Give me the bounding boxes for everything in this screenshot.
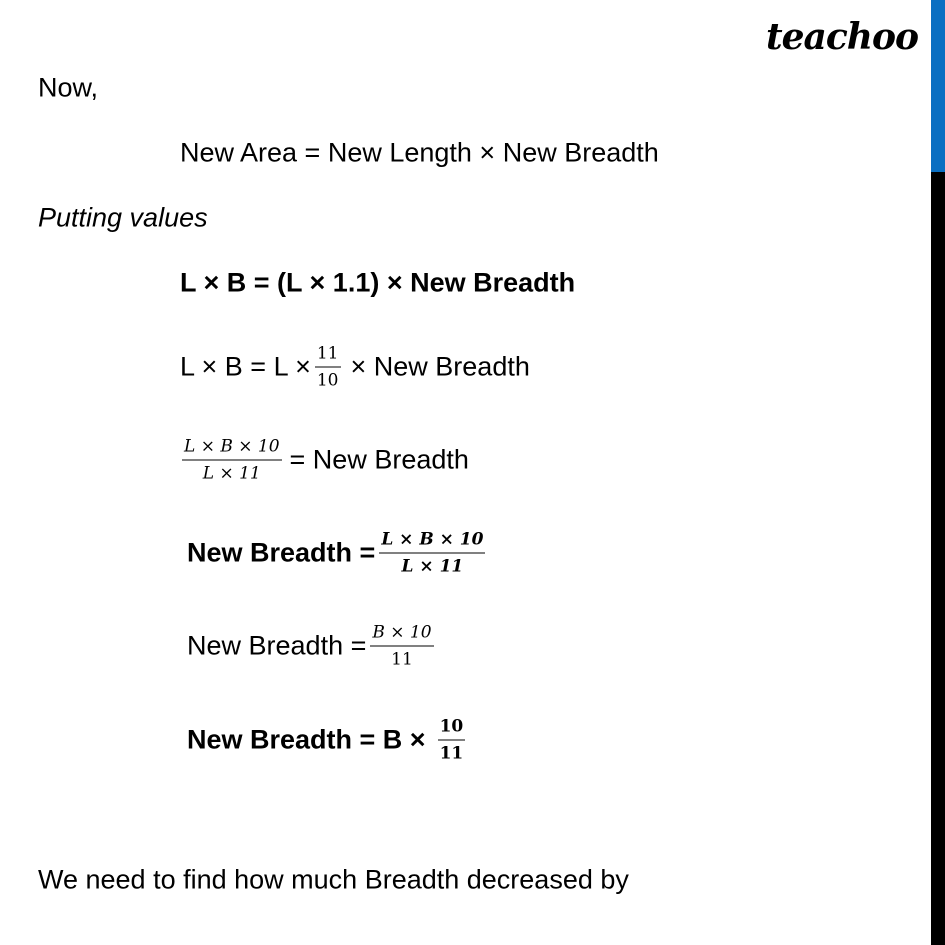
fraction-11-10 <box>315 344 341 391</box>
equation-step-3 <box>178 437 469 484</box>
equation-step-4 <box>187 530 489 577</box>
numerator: 11 <box>315 344 341 368</box>
step3-right: = New Breadth <box>289 444 469 475</box>
fraction-10-11 <box>438 717 466 764</box>
denominator: 11 <box>439 743 464 764</box>
fraction-bold-lb10-l11 <box>379 530 485 577</box>
accent-bar-blue <box>931 0 945 172</box>
equation-step-2 <box>180 344 530 391</box>
denominator: L × 11 <box>401 556 464 577</box>
conclusion-text: We need to find how much Breadth decreased by <box>38 864 629 895</box>
numerator: 10 <box>438 717 466 741</box>
numerator: B × 10 <box>370 623 433 647</box>
step6-left: New Breadth = B × <box>187 724 426 755</box>
step2-left: L × B = L × <box>180 351 311 382</box>
fraction-lb10-l11 <box>182 437 282 484</box>
step5-left: New Breadth = <box>187 630 367 661</box>
step2-right: × New Breadth <box>350 351 530 382</box>
accent-bar-black <box>931 172 945 945</box>
fraction-b10-11 <box>370 623 433 670</box>
numerator: L × B × 10 <box>182 437 282 461</box>
denominator: L × 11 <box>202 463 261 484</box>
numerator: L × B × 10 <box>379 530 485 554</box>
equation-step-6 <box>187 717 469 764</box>
denominator: 11 <box>391 649 413 670</box>
equation-step-1: L × B = (L × 1.1) × New Breadth <box>180 267 576 298</box>
now-text: Now, <box>38 72 99 103</box>
step4-left: New Breadth = <box>187 537 376 568</box>
area-formula: New Area = New Length × New Breadth <box>180 137 659 168</box>
denominator: 10 <box>316 370 339 391</box>
equation-step-5 <box>187 623 438 670</box>
teachoo-logo: teachoo <box>766 16 918 58</box>
putting-values-label: Putting values <box>38 202 208 233</box>
